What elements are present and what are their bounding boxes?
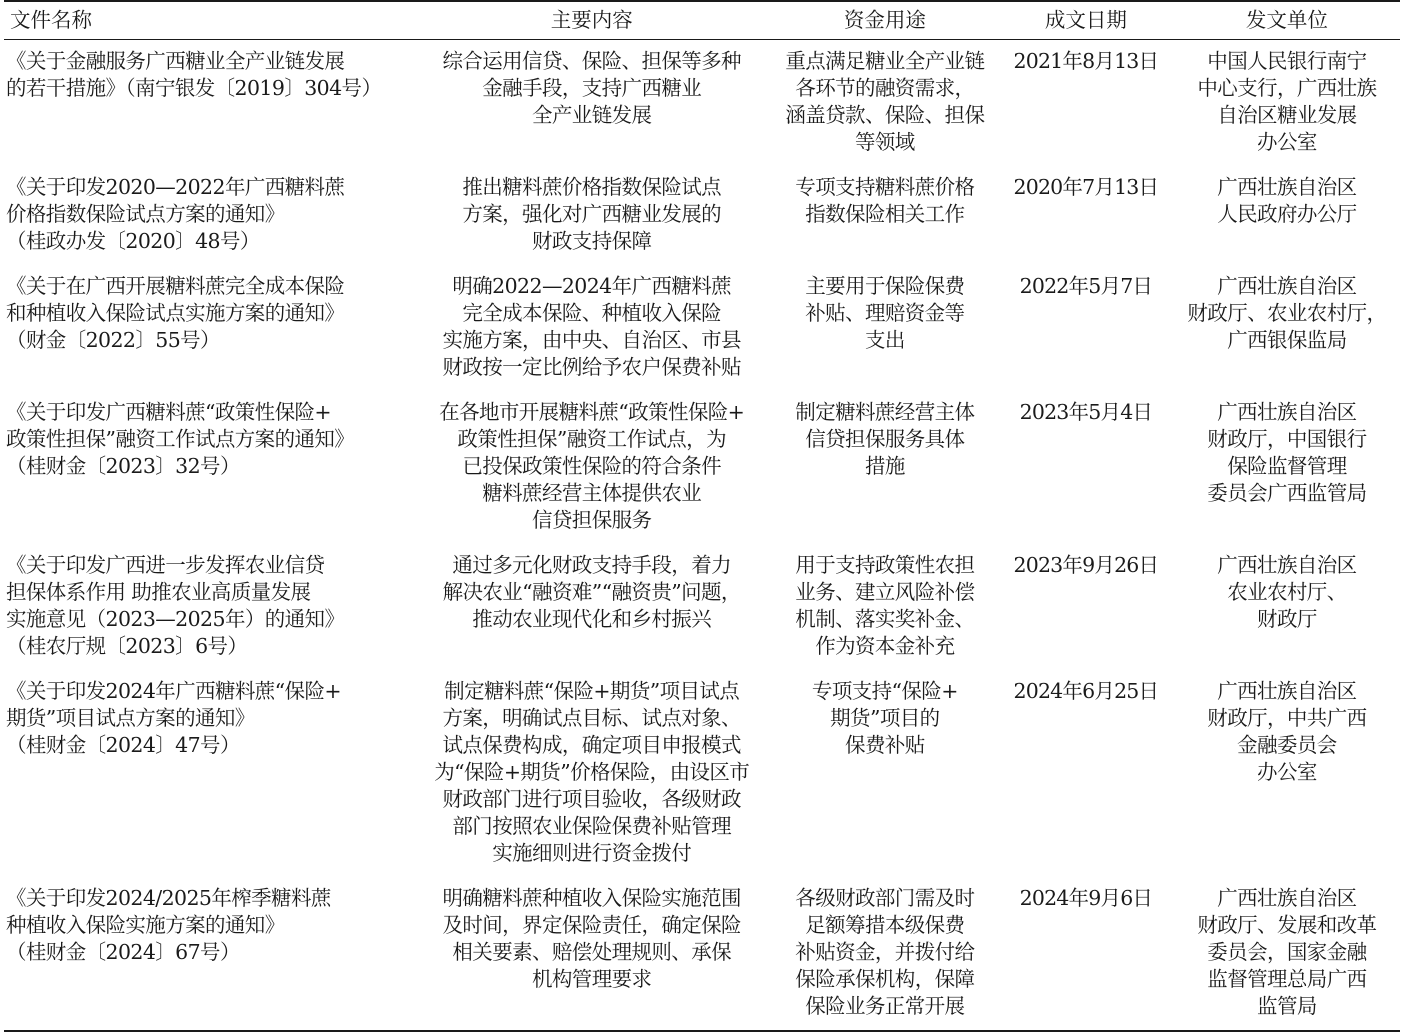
table-row [4, 265, 1400, 391]
table-row [4, 670, 1400, 877]
cell-issuing-unit: 广西壮族自治区 人民政府办公厅 [1217, 175, 1357, 226]
cell-file-name: 《关于在广西开展糖料蔗完全成本保险 和种植收入保险试点实施方案的通知》 （财金〔2022〕55号） [6, 274, 345, 352]
header-issue-date: 成文日期 [1044, 8, 1127, 32]
cell-fund-use: 各级财政部门需及时 足额筹措本级保费 补贴资金，并拨付给 保险承保机构，保障 保险业务正常开展 [795, 886, 975, 1018]
header-fund-use: 资金用途 [843, 8, 926, 32]
policy-table [4, 0, 1400, 1032]
cell-issue-date: 2021年8月13日 [1013, 49, 1159, 73]
cell-file-name: 《关于印发2024/2025年榨季糖料蔗 种植收入保险实施方案的通知》 （桂财金〔2024〕67号） [6, 886, 331, 964]
cell-issue-date: 2022年5月7日 [1019, 274, 1153, 298]
table-body [4, 40, 1400, 1032]
cell-issuing-unit: 广西壮族自治区 财政厅，中国银行 保险监督管理 委员会广西监管局 [1207, 400, 1367, 505]
cell-fund-use: 制定糖料蔗经营主体 信贷担保服务具体 措施 [795, 400, 975, 478]
table-header [4, 1, 1400, 40]
cell-issue-date: 2020年7月13日 [1013, 175, 1159, 199]
cell-fund-use: 专项支持“保险+ 期货”项目的 保费补贴 [811, 679, 958, 757]
table-row [4, 877, 1400, 1031]
cell-main-content: 明确2022—2024年广西糖料蔗 完全成本保险、种植收入保险 实施方案，由中央、自治区、市县 财政按一定比例给予农户保费补贴 [442, 274, 741, 379]
cell-file-name: 《关于印发2024年广西糖料蔗“保险+ 期货”项目试点方案的通知》 （桂财金〔2024〕47号） [6, 679, 341, 757]
header-issuing-unit: 发文单位 [1245, 8, 1328, 32]
cell-issuing-unit: 广西壮族自治区 农业农村厅、 财政厅 [1217, 553, 1357, 631]
cell-main-content: 明确糖料蔗种植收入保险实施范围 及时间，界定保险责任，确定保险 相关要素、赔偿处理规则、承保 机构管理要求 [442, 886, 741, 991]
cell-issue-date: 2024年6月25日 [1013, 679, 1159, 703]
cell-main-content: 推出糖料蔗价格指数保险试点 方案，强化对广西糖业发展的 财政支持保障 [462, 175, 722, 253]
cell-issue-date: 2024年9月6日 [1019, 886, 1153, 910]
header-row [4, 1, 1400, 40]
cell-issue-date: 2023年9月26日 [1013, 553, 1159, 577]
cell-fund-use: 主要用于保险保费 补贴、理赔资金等 支出 [805, 274, 965, 352]
header-main-content: 主要内容 [550, 8, 633, 32]
cell-issuing-unit: 广西壮族自治区 财政厅，中共广西 金融委员会 办公室 [1207, 679, 1367, 784]
table-row [4, 166, 1400, 265]
cell-issue-date: 2023年5月4日 [1019, 400, 1153, 424]
cell-main-content: 制定糖料蔗“保险+期货”项目试点 方案，明确试点目标、试点对象、 试点保费构成，确定项目申报模式 为“保险+期货”价格保险，由设区市 财政部门进行项目验收，各级财政 部门按照农业保险保费补贴管理 实施细则进行资金拨付 [434, 679, 750, 865]
table-row [4, 391, 1400, 544]
cell-file-name: 《关于印发广西糖料蔗“政策性保险+ 政策性担保”融资工作试点方案的通知》 （桂财金〔2023〕32号） [6, 400, 355, 478]
header-file-name: 文件名称 [10, 8, 92, 32]
cell-file-name: 《关于印发2020—2022年广西糖料蔗 价格指数保险试点方案的通知》 （桂政办发〔2020〕48号） [6, 175, 345, 253]
cell-main-content: 在各地市开展糖料蔗“政策性保险+ 政策性担保”融资工作试点，为 已投保政策性保险的符合条件 糖料蔗经营主体提供农业 信贷担保服务 [439, 400, 745, 532]
table-row [4, 40, 1400, 167]
table-row [4, 544, 1400, 670]
cell-main-content: 综合运用信贷、保险、担保等多种 金融手段，支持广西糖业 全产业链发展 [442, 49, 741, 127]
cell-file-name: 《关于印发广西进一步发挥农业信贷 担保体系作用 助推农业高质量发展 实施意见（2023—2025年）的通知》 （桂农厅规〔2023〕6号） [6, 553, 345, 658]
cell-main-content: 通过多元化财政支持手段，着力 解决农业“融资难”“融资贵”问题， 推动农业现代化和乡村振兴 [442, 553, 741, 631]
cell-fund-use: 专项支持糖料蔗价格 指数保险相关工作 [795, 175, 975, 226]
cell-fund-use: 重点满足糖业全产业链 各环节的融资需求， 涵盖贷款、保险、担保 等领域 [785, 49, 985, 154]
cell-fund-use: 用于支持政策性农担 业务、建立风险补偿 机制、落实奖补金、 作为资本金补充 [795, 553, 975, 658]
cell-issuing-unit: 广西壮族自治区 财政厅、发展和改革 委员会，国家金融 监督管理总局广西 监管局 [1197, 886, 1377, 1018]
cell-file-name: 《关于金融服务广西糖业全产业链发展 的若干措施》（南宁银发〔2019〕304号） [6, 49, 382, 100]
cell-issuing-unit: 广西壮族自治区 财政厅、农业农村厅， 广西银保监局 [1187, 274, 1387, 352]
cell-issuing-unit: 中国人民银行南宁 中心支行，广西壮族 自治区糖业发展 办公室 [1197, 49, 1377, 154]
